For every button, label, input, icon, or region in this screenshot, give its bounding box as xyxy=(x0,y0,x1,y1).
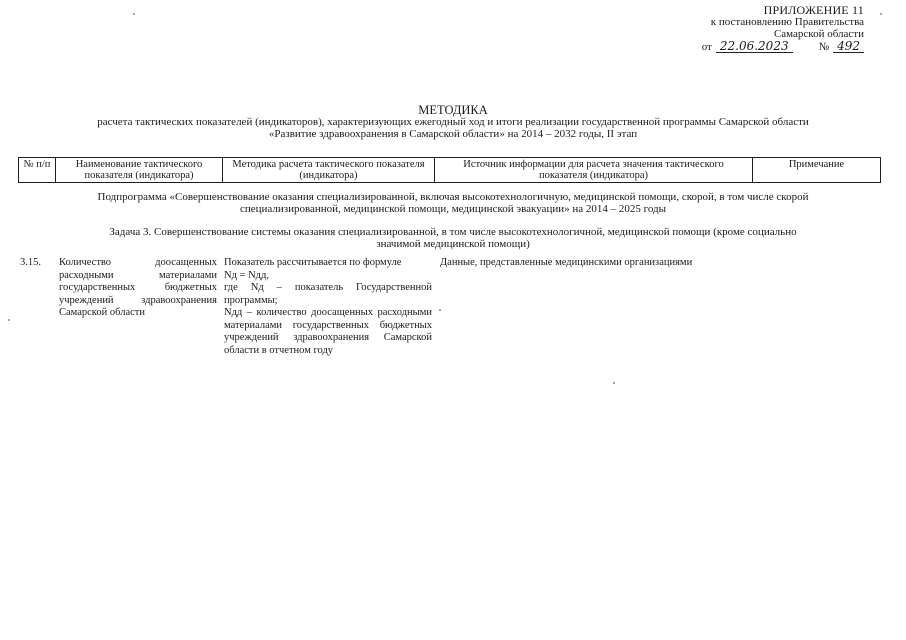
method-definition: Nдд – количество доосащенных расходными материалами государственных бюджетных учреждений здравоохранения Самарской области в отчетном году xyxy=(224,307,432,356)
row-indicator-name: Количество доосащенных расходными материалами государственных бюджетных учреждений здравоохранения Самарской области xyxy=(59,257,217,318)
date-value: 22.06.2023 xyxy=(716,40,793,53)
header-method: Методика расчета тактического показателя (индикатора) xyxy=(223,158,435,183)
scan-speck xyxy=(439,309,441,311)
method-where: где Nд – показатель Государственной программы; xyxy=(224,282,432,306)
row-method xyxy=(224,257,432,357)
scan-speck xyxy=(133,13,135,15)
appendix-line2: Самарской области xyxy=(773,28,864,40)
number-prefix: № xyxy=(818,41,830,53)
methodology-title: МЕТОДИКА xyxy=(418,103,488,117)
subprogram-title: Подпрограмма «Совершенствование оказания специализированной, включая высокотехнологичную, медицинской помощи, скорой, в том числе скорой специализированной, медицинской помощи, медицинской эвакуации» на 2014 – 2025 годы xyxy=(97,191,809,215)
scan-speck xyxy=(880,13,882,15)
row-source: Данные, представленные медицинскими организациями xyxy=(440,257,693,268)
date-prefix: от xyxy=(701,41,712,53)
header-name: Наименование тактического показателя (индикатора) xyxy=(56,158,223,183)
appendix-block xyxy=(664,4,864,53)
method-formula: Nд = Nдд, xyxy=(224,269,269,281)
methodology-subtitle: расчета тактических показателей (индикаторов), характеризующих ежегодный ход и итоги реализации государственной программы Самарской области «Развитие здравоохранения в Самарской области» на 2014 – 2032 годы, II этап xyxy=(97,116,809,140)
scan-speck xyxy=(613,382,615,384)
row-number: 3.15. xyxy=(20,257,41,268)
header-note: Примечание xyxy=(753,158,881,183)
header-source: Источник информации для расчета значения тактического показателя (индикатора) xyxy=(435,158,753,183)
number-value: 492 xyxy=(833,40,864,53)
table-header xyxy=(18,157,881,183)
task-title: Задача 3. Совершенствование системы оказания специализированной, в том числе высокотехнологичной, медицинской помощи (кроме социально значимой медицинской помощи) xyxy=(109,226,797,250)
appendix-line1: к постановлению Правительства xyxy=(710,16,864,28)
header-number: № п/п xyxy=(19,158,56,183)
appendix-date-line xyxy=(664,40,864,53)
scan-speck xyxy=(8,319,10,321)
appendix-title: ПРИЛОЖЕНИЕ 11 xyxy=(763,3,864,17)
method-intro: Показатель рассчитывается по формуле xyxy=(224,257,402,268)
